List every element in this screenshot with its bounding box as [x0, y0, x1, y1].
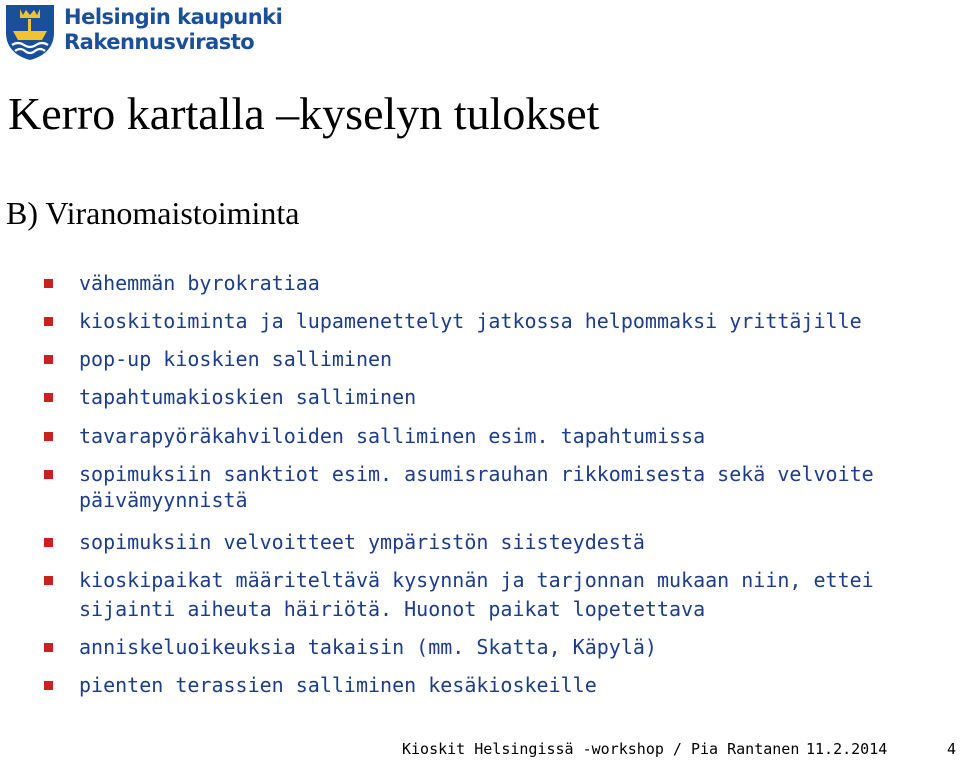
- org-name: Helsingin kaupunki: [64, 5, 283, 29]
- org-logo: [4, 3, 304, 61]
- bullet-square-icon: [44, 538, 53, 547]
- bullet-square-icon: [44, 432, 53, 441]
- bullet-square-icon: [44, 470, 53, 479]
- bullet-text: tavarapyöräkahviloiden salliminen esim. tapahtumissa: [79, 424, 706, 448]
- bullet-text: anniskeluoikeuksia takaisin (mm. Skatta, Käpylä): [79, 635, 657, 659]
- bullet-square-icon: [44, 643, 53, 652]
- slide-title: Kerro kartalla –kyselyn tulokset: [8, 88, 600, 139]
- bullet-square-icon: [44, 681, 53, 690]
- helsinki-crest-icon: [4, 3, 56, 61]
- bullet-text-continuation: sijainti aiheuta häiriötä. Huonot paikat lopetettava: [79, 597, 706, 621]
- bullet-square-icon: [44, 317, 53, 326]
- bullet-text-continuation: päivämyynnistä: [79, 488, 248, 512]
- slide-subtitle: B) Viranomaistoiminta: [6, 195, 300, 231]
- bullet-text: pop-up kioskien salliminen: [79, 347, 393, 371]
- bullet-square-icon: [44, 355, 53, 364]
- bullet-square-icon: [44, 279, 53, 288]
- bullet-text: vähemmän byrokratiaa: [79, 271, 320, 295]
- bullet-text: sopimuksiin sanktiot esim. asumisrauhan rikkomisesta sekä velvoite: [79, 462, 874, 486]
- bullet-text: tapahtumakioskien salliminen: [79, 385, 417, 409]
- bullet-square-icon: [44, 576, 53, 585]
- footer-date: 11.2.2014: [806, 740, 888, 758]
- bullet-square-icon: [44, 393, 53, 402]
- department-name: Rakennusvirasto: [64, 30, 255, 54]
- bullet-text: kioskipaikat määriteltävä kysynnän ja tarjonnan mukaan niin, ettei: [79, 568, 874, 592]
- bullet-text: kioskitoiminta ja lupamenettelyt jatkossa helpommaksi yrittäjille: [79, 309, 862, 333]
- footer-caption: Kioskit Helsingissä -workshop / Pia Rantanen: [402, 740, 800, 758]
- bullet-text: pienten terassien salliminen kesäkioskeille: [79, 673, 597, 697]
- page-number: 4: [947, 740, 957, 758]
- bullet-text: sopimuksiin velvoitteet ympäristön siisteydestä: [79, 530, 645, 554]
